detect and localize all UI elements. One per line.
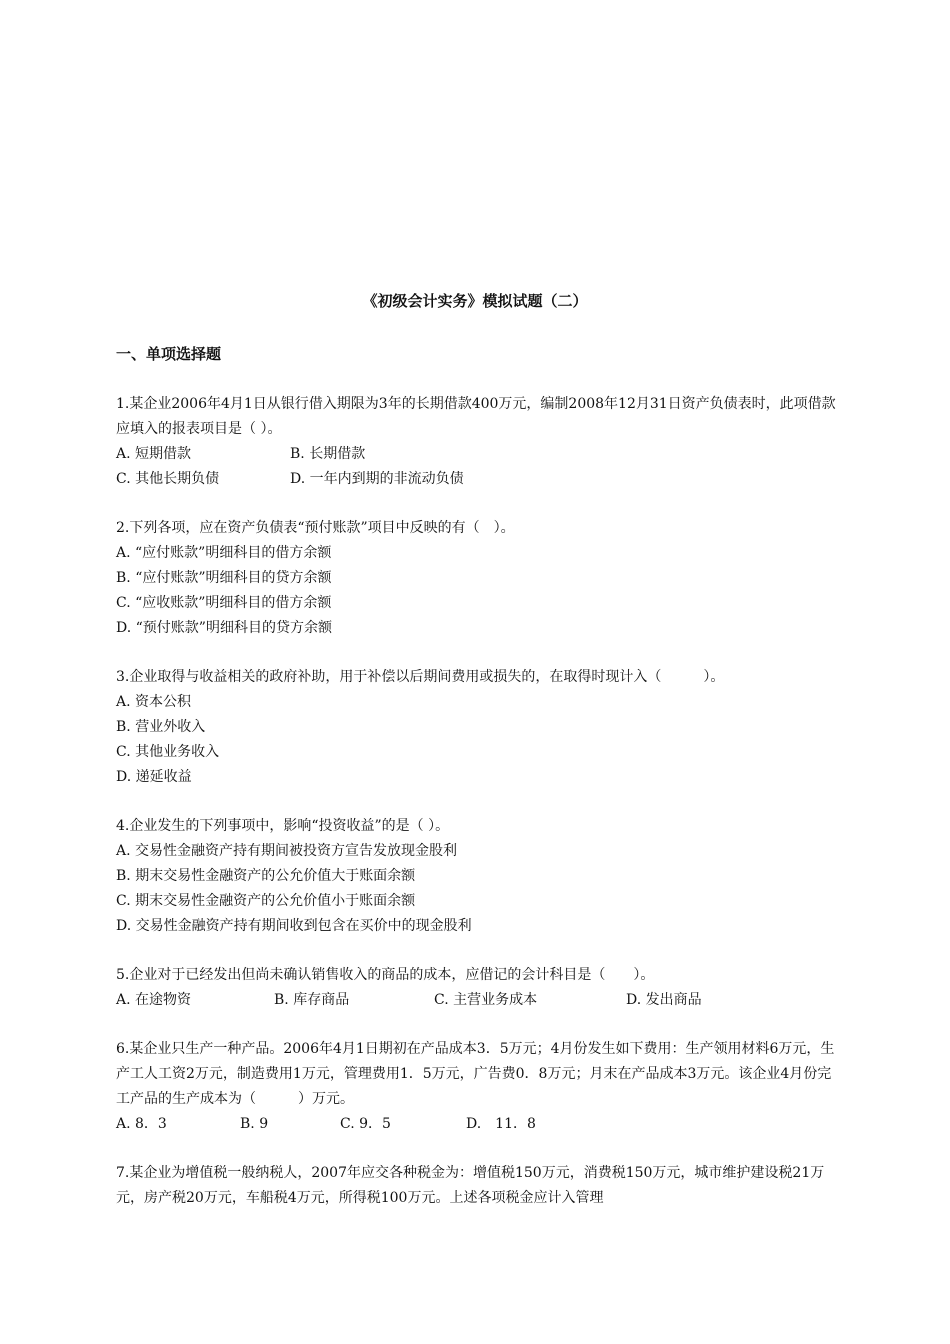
option-row — [116, 467, 840, 492]
option-row — [116, 988, 840, 1013]
question-1 — [116, 392, 840, 492]
option-d: D. 交易性金融资产持有期间收到包含在买价中的现金股利 — [116, 918, 472, 934]
option-c: C. 其他长期负债 — [116, 471, 220, 487]
question-stem: 1.某企业2006年4月1日从银行借入期限为3年的长期借款400万元，编制2008年12月31日资产负债表时，此项借款应填入的报表项目是（ ）。 — [116, 396, 836, 437]
question-stem: 5.企业对于已经发出但尚未确认销售收入的商品的成本，应借记的会计科目是（ ）。 — [116, 967, 655, 983]
option-a: A. 在途物资 — [116, 992, 192, 1008]
option-d: D. 11．8 — [466, 1116, 536, 1132]
question-stem: 3.企业取得与收益相关的政府补助，用于补偿以后期间费用或损失的，在取得时现计入（ ）。 — [116, 669, 725, 685]
option-a: A. 交易性金融资产持有期间被投资方宣告发放现金股利 — [116, 843, 458, 859]
question-stem: 6.某企业只生产一种产品。2006年4月1日期初在产品成本3．5万元；4月份发生如下费用：生产领用材料6万元，生产工人工资2万元，制造费用1万元，管理费用1．5万元，广告费0．8万元；月末在产品成本3万元。该企业4月份完工产品的生产成本为（ ）万元。 — [116, 1041, 835, 1107]
option-d: D. 一年内到期的非流动负债 — [290, 471, 464, 487]
option-row — [116, 442, 840, 467]
option-c: C. 9．5 — [340, 1116, 391, 1132]
option-d: D. “预付账款”明细科目的贷方余额 — [116, 620, 332, 636]
option-b: B. 营业外收入 — [116, 719, 206, 735]
option-row — [116, 1112, 840, 1137]
option-b: B. 库存商品 — [274, 992, 350, 1008]
question-2 — [116, 516, 840, 641]
section-heading: 一、单项选择题 — [116, 345, 222, 363]
option-b: B. 期末交易性金融资产的公允价值大于账面余额 — [116, 868, 416, 884]
option-a: A. 资本公积 — [116, 694, 192, 710]
option-b: B. “应付账款”明细科目的贷方余额 — [116, 570, 332, 586]
option-b: B. 长期借款 — [290, 446, 366, 462]
question-5 — [116, 963, 840, 1013]
question-stem: 4.企业发生的下列事项中，影响“投资收益”的是（ ）。 — [116, 818, 450, 834]
option-c: C. 期末交易性金融资产的公允价值小于账面余额 — [116, 893, 416, 909]
question-stem: 7.某企业为增值税一般纳税人，2007年应交各种税金为：增值税150万元，消费税150万元，城市维护建设税21万元，房产税20万元，车船税4万元，所得税100万元。上述各项税金应计入管理 — [116, 1165, 825, 1206]
option-a: A. “应付账款”明细科目的借方余额 — [116, 545, 332, 561]
option-a: A. 8．3 — [116, 1116, 167, 1132]
question-6 — [116, 1037, 840, 1137]
option-c: C. “应收账款”明细科目的借方余额 — [116, 595, 332, 611]
question-3 — [116, 665, 840, 790]
document-title: 《初级会计实务》模拟试题（二） — [362, 292, 588, 310]
question-4 — [116, 814, 840, 939]
option-c: C. 主营业务成本 — [434, 992, 538, 1008]
question-7 — [116, 1161, 840, 1211]
option-d: D. 发出商品 — [626, 992, 702, 1008]
option-a: A. 短期借款 — [116, 446, 192, 462]
question-stem: 2.下列各项，应在资产负债表“预付账款”项目中反映的有（ ）。 — [116, 520, 515, 536]
option-d: D. 递延收益 — [116, 769, 192, 785]
option-c: C. 其他业务收入 — [116, 744, 220, 760]
option-b: B. 9 — [240, 1116, 269, 1132]
question-list — [116, 392, 840, 1211]
